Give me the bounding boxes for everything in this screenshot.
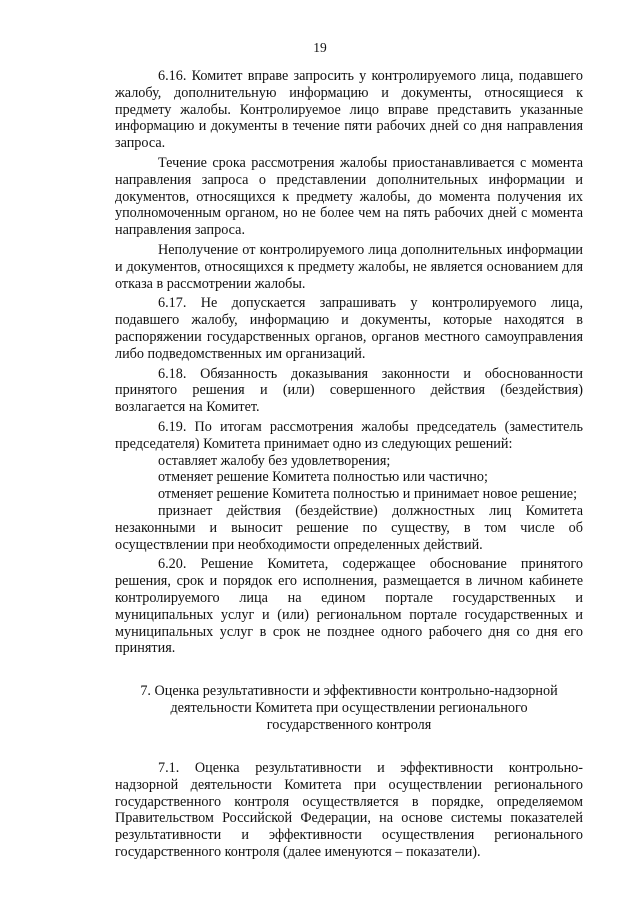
- paragraph-suspension-term: Течение срока рассмотрения жалобы приостанавливается с момента направления запроса о представлении дополнительных информации и документов, относящихся к предмету жалобы, до момента получения их уполномоченным органом, но не более чем на пять рабочих дней с момента направления запроса.: [115, 154, 583, 239]
- paragraph-6-16: 6.16. Комитет вправе запросить у контролируемого лица, подавшего жалобу, дополнительную информацию и документы, относящиеся к предмету жалобы. Контролируемое лицо вправе представить указанные информацию и документы в течение пяти рабочих дней со дня направления запроса.: [115, 68, 583, 152]
- paragraph-non-receipt: Неполучение от контролируемого лица дополнительных информации и документов, относящихся к предмету жалобы, не является основанием для отказа в рассмотрении жалобы.: [115, 241, 583, 292]
- paragraphs-block-3: [115, 760, 583, 861]
- paragraph-6-19: 6.19. По итогам рассмотрения жалобы председатель (заместитель председателя) Комитета принимает одно из следующих решений:: [115, 418, 583, 452]
- page-number: 19: [313, 40, 327, 55]
- paragraph-6-18: 6.18. Обязанность доказывания законности и обоснованности принятого решения и (или) совершенного действия (бездействия) возлагается на Комитет.: [115, 365, 583, 416]
- paragraphs-block-2: [115, 556, 583, 657]
- decision-list: [115, 453, 583, 554]
- decision-item: отменяет решение Комитета полностью или частично;: [158, 469, 488, 486]
- paragraph-7-1: 7.1. Оценка результативности и эффективности контрольно-надзорной деятельности Комитета при осуществлении регионального государственного контроля осуществляется в порядке, определяемом Правительством Российской Федерации, на основе системы показателей результативности и эффективности осуществления регионального государственного контроля (далее именуются – показатели).: [115, 760, 583, 861]
- paragraph-6-20: 6.20. Решение Комитета, содержащее обоснование принятого решения, срок и порядок его исполнения, размещается в личном кабинете контролируемого лица на едином портале государственных и муниципальных услуг и (или) региональном портале государственных и муниципальных услуг в срок не позднее одного рабочего дня со дня его принятия.: [115, 556, 583, 657]
- decision-item: оставляет жалобу без удовлетворения;: [158, 452, 391, 469]
- decision-item: признает действия (бездействие) должностных лиц Комитета незаконными и выносит решение по существу, в том числе об осуществлении при необходимости определенных действий.: [115, 502, 583, 553]
- decision-item: отменяет решение Комитета полностью и принимает новое решение;: [158, 486, 578, 503]
- document-body: [115, 68, 583, 864]
- section-heading: [125, 683, 573, 734]
- section-heading-line: государственного контроля: [266, 717, 432, 734]
- paragraph-6-17: 6.17. Не допускается запрашивать у контролируемого лица, подавшего жалобу, информацию и документы, которые находятся в распоряжении государственных органов, органов местного самоуправления либо подведомственных им организаций.: [115, 295, 583, 362]
- paragraphs-block-1: [115, 68, 583, 453]
- section-heading-line: деятельности Комитета при осуществлении регионального: [170, 700, 528, 717]
- section-heading-line: 7. Оценка результативности и эффективности контрольно-надзорной: [140, 683, 558, 700]
